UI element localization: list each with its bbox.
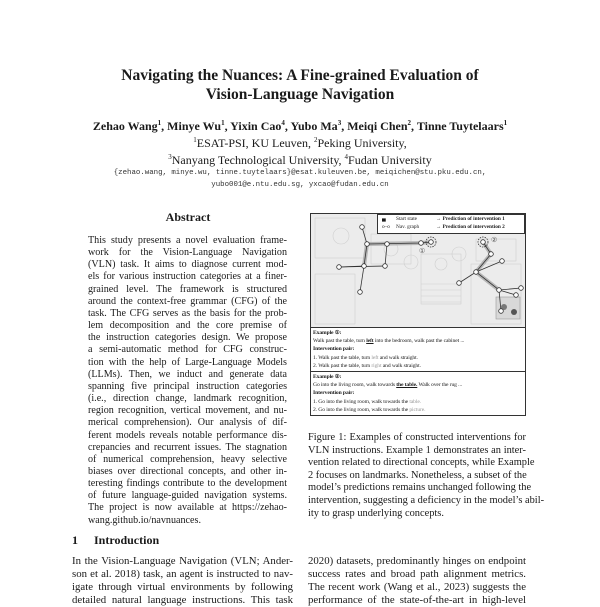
text-line: vention related to directional concepts, while Example [308,457,535,469]
text-line: of numerical comprehension, heavy selective [88,453,287,465]
introduction-body-continued [308,555,526,607]
text-line: igate through virtual environments by following [72,581,293,593]
affiliation: $^2$Peking University, [314,136,407,150]
figure-image [311,214,525,327]
author-names [0,116,600,133]
figure-legend: ▄ Start state → Prediction of intervention 1 o–o Nav. graph → Prediction of intervention 2 [377,214,525,234]
text-line: biases over directional concepts, and other in- [88,465,287,477]
author-name: Meiqi Chen$^2$, [347,119,417,133]
text-line: crepancies and recurrent issues. The stagnation [88,441,287,453]
text-line: spanning five principal instruction categories [88,380,287,392]
text-line: intervention, suggesting a deficiency in the model’s abil- [308,494,545,506]
text-line: wang.github.io/navnuances. [88,514,201,526]
text-line: of future language-guided navigation systems. [88,490,287,502]
text-line: ity to grasp underlying concepts. [308,507,444,519]
arrow-icon: → [436,224,443,230]
introduction-body [72,555,293,607]
example-1-box: Example ①: Walk past the table, turn left into the bedroom, walk past the cabinet ... Intervention pair: 1. Walk past the table, turn left and walk straight. 2. Walk past the table, turn right and walk straight. [311,327,525,371]
text-line: model’s predictions remains unchanged following the [308,482,532,494]
abstract-body [88,235,287,527]
text-line: the instruction categories design. We propose [88,332,287,344]
text-line: around the context-free grammar (CFG) of the [88,295,287,307]
abstract-heading: Abstract [165,210,211,224]
figure-1 [310,213,526,416]
text-line: lem decomposition and the core premise of [88,320,287,332]
text-line: a semi-automatic method for CFG construc- [88,344,287,356]
author-name: Tinne Tuytelaars$^1$ [416,119,508,133]
author-name: Zehao Wang$^1$, [92,119,168,133]
text-line: merical comprehension). Our analysis of dif- [88,417,287,429]
author-name: Yubo Ma$^3$, [290,119,348,133]
graph-edge-icon: o–o [382,224,390,230]
text-line: grained level. The framework is structured [88,283,287,295]
text-line: The recent work (Wang et al., 2023) suggests the [308,581,526,593]
emails: {zehao.wang, minye.wu, tinne.tuytelaars}@esat.kuleuven.be, meiqichen@stu.pku.edu.cn, yubo001@e.ntu.edu.sg, yxcao@fudan.edu.cn [113,169,487,189]
author-name: Yixin Cao$^4$, [230,119,291,133]
affiliations [0,133,600,150]
robot-icon: ▄ [382,216,386,222]
affiliation: $^4$Fudan University [344,153,432,167]
text-line: detailed natural language instructions. This task [72,594,293,606]
text-line: (VLN) task. It aims to diagnose current mod- [88,259,287,271]
example-2-box: Example ②: Go into the living room, walk towards the table. Walk over the rug ... Intervention pair: 1. Go into the living room, walk towards the table. 2. Go into the living room, walk towards the picture. [311,371,525,415]
text-line: In the Vision-Language Navigation (VLN; Ander- [72,555,293,567]
affiliation: $^1$ESAT-PSI, KU Leuven, [193,136,314,150]
text-line: teresting findings contribute to the development [88,478,287,490]
text-line: The project is now available at https://zehao- [88,502,287,514]
text-line: els for various instruction categories at a finer- [88,271,287,283]
text-line: task. The CFG serves as the basis for the prob- [88,307,287,319]
text-line: 2020) datasets, predominantly hinges on endpoint [308,555,526,567]
text-line: region recognition, vertical movement, and nu- [88,405,287,417]
affiliations [0,150,600,167]
text-line: work for the Vision-Language Navigation [88,247,287,259]
text-line: ferent models reveals notable performance dis- [88,429,287,441]
map-label-2: ② [491,236,498,244]
arrow-icon: → [436,216,443,222]
affiliation: $^3$Nanyang Technological University, [168,153,345,167]
text-line: (LLMs). Then, we induct and generate data [88,368,287,380]
text-line: son et al. 2018) task, an agent is instructed to nav- [72,568,293,580]
text-line: (i.e., direction change, landmark recognition, [88,393,287,405]
author-block [0,116,600,191]
figure-caption [308,432,545,520]
text-line: success rates and broad path alignment metrics. [308,568,526,580]
text-line: tion with the help of Large-Language Models [88,356,287,368]
text-line: Figure 1: Examples of constructed interventions for [308,432,526,443]
text-line: VLN instructions. Example 1 demonstrates an inter- [308,444,526,456]
text-line: performance of the state-of-the-art in high-level [308,594,526,606]
section-heading-introduction: 1 Introduction [72,533,160,547]
text-line: 2 focuses on landmarks. Nonetheless, a subset of the [308,469,527,481]
text-line: This study presents a novel evaluation frame- [88,235,287,246]
author-name: Minye Wu$^1$, [167,119,231,133]
paper-title: Navigating the Nuances: A Fine-grained Evaluation of Vision-Language Navigation [121,67,479,103]
map-label-1: ① [419,247,426,255]
